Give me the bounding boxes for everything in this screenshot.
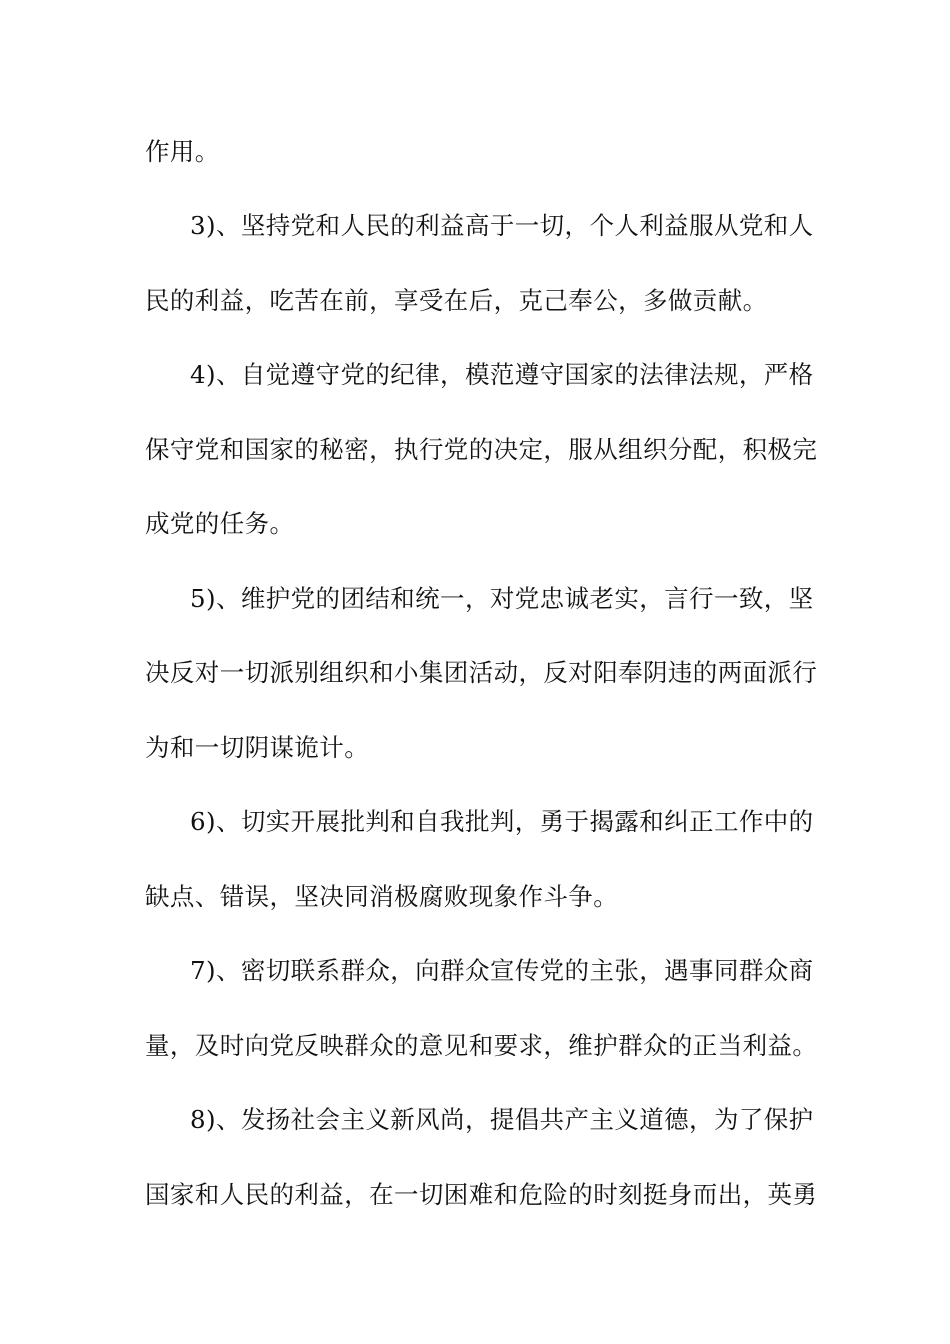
paragraph-5-line-1: 5)、维护党的团结和统一，对党忠诚老实，言行一致，坚	[190, 584, 814, 613]
paragraph-8-line-2: 国家和人民的利益，在一切困难和危险的时刻挺身而出，英勇	[145, 1180, 818, 1209]
text-line: 作用。	[145, 137, 220, 166]
paragraph-8-line-1: 8)、发扬社会主义新风尚，提倡共产主义道德，为了保护	[190, 1105, 814, 1134]
paragraph-4-line-3: 成党的任务。	[145, 509, 295, 538]
paragraph-6-line-1: 6)、切实开展批判和自我批判，勇于揭露和纠正工作中的	[190, 807, 814, 836]
paragraph-5-line-3: 为和一切阴谋诡计。	[145, 733, 370, 762]
paragraph-7-line-1: 7)、密切联系群众，向群众宣传党的主张，遇事同群众商	[190, 956, 814, 985]
paragraph-6-line-2: 缺点、错误，坚决同消极腐败现象作斗争。	[145, 882, 619, 911]
paragraph-7-line-2: 量，及时向党反映群众的意见和要求，维护群众的正当利益。	[145, 1031, 818, 1060]
paragraph-4-line-2: 保守党和国家的秘密，执行党的决定，服从组织分配，积极完	[145, 435, 818, 464]
paragraph-3-line-2: 民的利益，吃苦在前，享受在后，克己奉公，多做贡献。	[145, 286, 768, 315]
paragraph-5-line-2: 决反对一切派别组织和小集团活动，反对阳奉阴违的两面派行	[145, 658, 818, 687]
paragraph-4-line-1: 4)、自觉遵守党的纪律，模范遵守国家的法律法规，严格	[190, 360, 814, 389]
paragraph-3-line-1: 3)、坚持党和人民的利益高于一切，个人利益服从党和人	[190, 211, 814, 240]
